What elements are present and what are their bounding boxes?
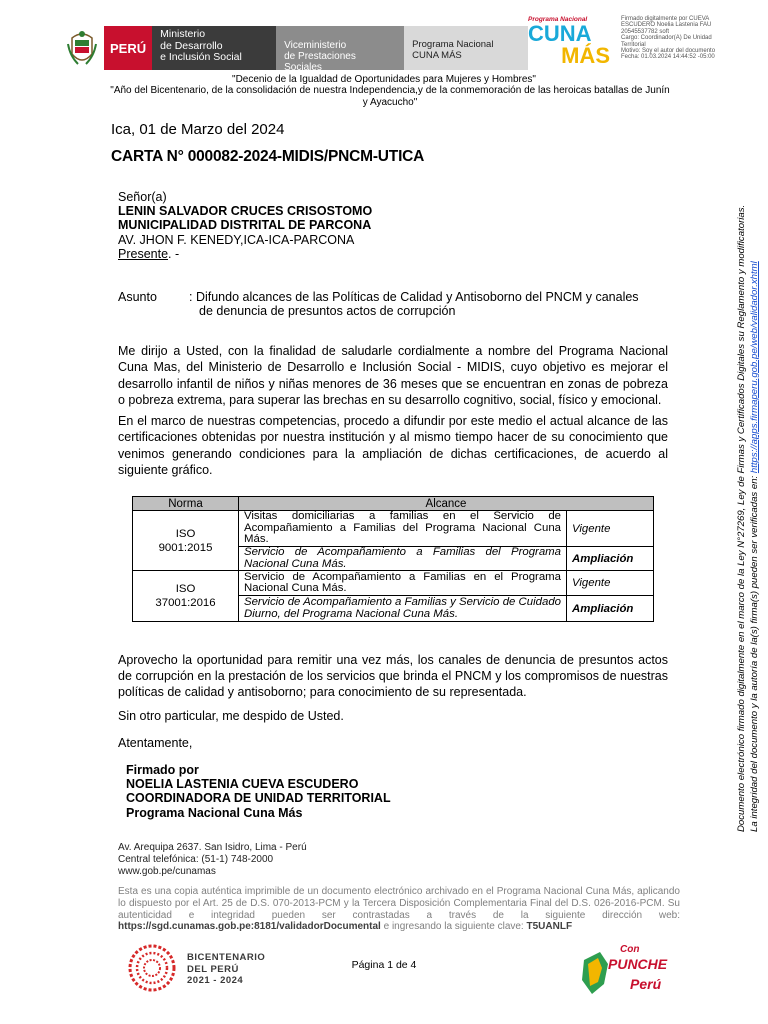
table-header-alcance: Alcance: [239, 497, 654, 511]
peru-label: PERÚ: [104, 26, 152, 70]
programa-label: Programa Nacional CUNA MÁS: [404, 26, 528, 70]
recipient-address: AV. JHON F. KENEDY,ICA-ICA-PARCONA: [118, 232, 355, 247]
decenio-motto: "Decenio de la Igualdad de Oportunidades para Mujeres y Hombres": [232, 74, 536, 85]
bicentenario-text: BICENTENARIO DEL PERÚ 2021 - 2024: [187, 952, 266, 986]
status-cell: Ampliación: [567, 596, 654, 622]
digital-signature-stamp: Firmado digitalmente por CUEVA ESCUDERO Noelia Lastenia FAU 20545537782 soft Cargo: Coordinador(A) De Unidad Territorial Motivo: Soy el autor del documento Fecha: 01.03.2024 14:44:52 -05:00: [621, 16, 716, 61]
table-row: [133, 511, 654, 547]
norma-iso9001: ISO 9001:2015: [133, 511, 239, 571]
contact-phone: Central telefónica: (51-1) 748-2000: [118, 853, 274, 865]
status-cell: Ampliación: [567, 547, 654, 571]
recipient-name: LENIN SALVADOR CRUCES CRISOSTOMO: [118, 204, 373, 219]
table-header-norma: Norma: [133, 497, 239, 511]
sign-off: Atentamente,: [118, 736, 193, 750]
signature-block: Firmado por NOELIA LASTENIA CUEVA ESCUDERO COORDINADORA DE UNIDAD TERRITORIAL Programa Nacional Cuna Más: [126, 763, 391, 820]
ministerio-label: Ministerio de Desarrollo e Inclusión Social: [152, 26, 276, 70]
certification-table: [132, 496, 654, 622]
asunto-label: Asunto: [118, 290, 157, 304]
body-paragraph-2: En el marco de nuestras competencias, procedo a difundir por este medio el actual alcance de las certificaciones obtenidas por nuestra institución y al mismo tiempo hacer de su conocimiento que venimos generando condiciones para la ampliación de dichas certificaciones, de acuerdo al siguiente gráfico.: [118, 414, 668, 477]
year-motto: "Año del Bicentenario, de la consolidación de nuestra Independencia,y de la conmemoración de las heroicas batallas de Junín y Ayacucho": [110, 85, 670, 108]
viceministerio-label: Viceministerio de Prestaciones Sociales: [276, 26, 404, 70]
vertical-legal-note: Documento electrónico firmado digitalmente en el marco de la Ley N°27269, Ley de Firmas y Certificados Digitales su Reglamento y modificatorias. La integridad del documento y la autoría de la(s) firma(s) pueden ser verificadas en: https://apps.firmaperu.gob.pe/web/validador.xhtml: [736, 204, 760, 832]
asunto-text: : Difundo alcances de las Políticas de Calidad y Antisoborno del PNCM y canales de denuncia de presuntos actos de corrupción: [189, 290, 639, 318]
norma-iso37001: ISO 37001:2016: [133, 571, 239, 622]
contact-web[interactable]: www.gob.pe/cunamas: [118, 865, 216, 877]
con-punche-peru-logo: Con PUNCHE Perú: [578, 944, 688, 1002]
salutation: Señor(a): [118, 190, 167, 204]
authenticity-note: Esta es una copia auténtica imprimible de un documento electrónico archivado en el Programa Nacional Cuna Más, aplicando lo dispuesto por el Art. 25 de D.S. 070-2013-PCM y la Tercera Disposición Complementaria Final del D.S. 026-2016-PCM. Su autenticidad e integridad pueden ser contrastadas a través de la siguiente dirección web: https://sgd.cunamas.gob.pe:8181/validadorDocumental e ingresando la siguiente clave: T5UANLF: [118, 886, 680, 933]
body-paragraph-1: Me dirijo a Usted, con la finalidad de saludarle cordialmente a nombre del Programa Nacional Cuna Mas, del Ministerio de Desarrollo e Inclusión Social - MIDIS, cuyo objetivo es mejorar el desarrollo infantil de niños y niñas menores de 36 meses que se encuentran en zonas de pobreza o pobreza extrema, para superar las brechas en su desarrollo cognitivo, social, físico y emocional.: [118, 344, 668, 407]
alcance-cell: Servicio de Acompañamiento a Familias en el Programa Nacional Cuna Más.: [239, 571, 567, 596]
alcance-cell: Servicio de Acompañamiento a Familias y Servicio de Cuidado Diurno, del Programa Nacional Cuna Más.: [239, 596, 567, 622]
letter-date: Ica, 01 de Marzo del 2024: [111, 121, 285, 138]
status-cell: Vigente: [567, 571, 654, 596]
alcance-cell: Servicio de Acompañamiento a Familias del Programa Nacional Cuna Más.: [239, 547, 567, 571]
validation-key: T5UANLF: [526, 921, 573, 933]
table-row: [133, 571, 654, 596]
presente-label: Presente: [118, 246, 169, 261]
firmaperu-validator-link[interactable]: https://apps.firmaperu.gob.pe/web/validador.xhtml: [749, 261, 760, 474]
validator-link[interactable]: https://sgd.cunamas.gob.pe:8181/validadorDocumental: [118, 921, 381, 933]
contact-address: Av. Arequipa 2637. San Isidro, Lima - Perú: [118, 842, 307, 853]
contact-info: [118, 842, 307, 877]
recipient-block: Señor(a) LENIN SALVADOR CRUCES CRISOSTOMO MUNICIPALIDAD DISTRITAL DE PARCONA AV. JHON F. KENEDY,ICA-ICA-PARCONA Presente. -: [118, 190, 373, 261]
recipient-org: MUNICIPALIDAD DISTRITAL DE PARCONA: [118, 218, 372, 233]
alcance-cell: Visitas domiciliarias a familias en el Servicio de Acompañamiento a Familias del Programa Nacional Cuna Más.: [239, 511, 567, 547]
cuna-mas-logo: Programa Nacional CUNA MÁS: [528, 16, 610, 68]
peru-coat-of-arms-icon: [66, 26, 98, 70]
status-cell: Vigente: [567, 511, 654, 547]
page-number: Página 1 de 4: [351, 959, 417, 971]
letter-number: CARTA N° 000082-2024-MIDIS/PNCM-UTICA: [111, 148, 425, 165]
government-header: [66, 26, 528, 73]
closing-line: Sin otro particular, me despido de Usted.: [118, 709, 344, 723]
body-paragraph-3: Aprovecho la oportunidad para remitir una vez más, los canales de denuncia de presuntos actos de corrupción en la prestación de los servicios que brinda el PNCM y los compromisos de nuestras políticas de calidad y antisoborno; para conocimiento de su representada.: [118, 653, 668, 700]
